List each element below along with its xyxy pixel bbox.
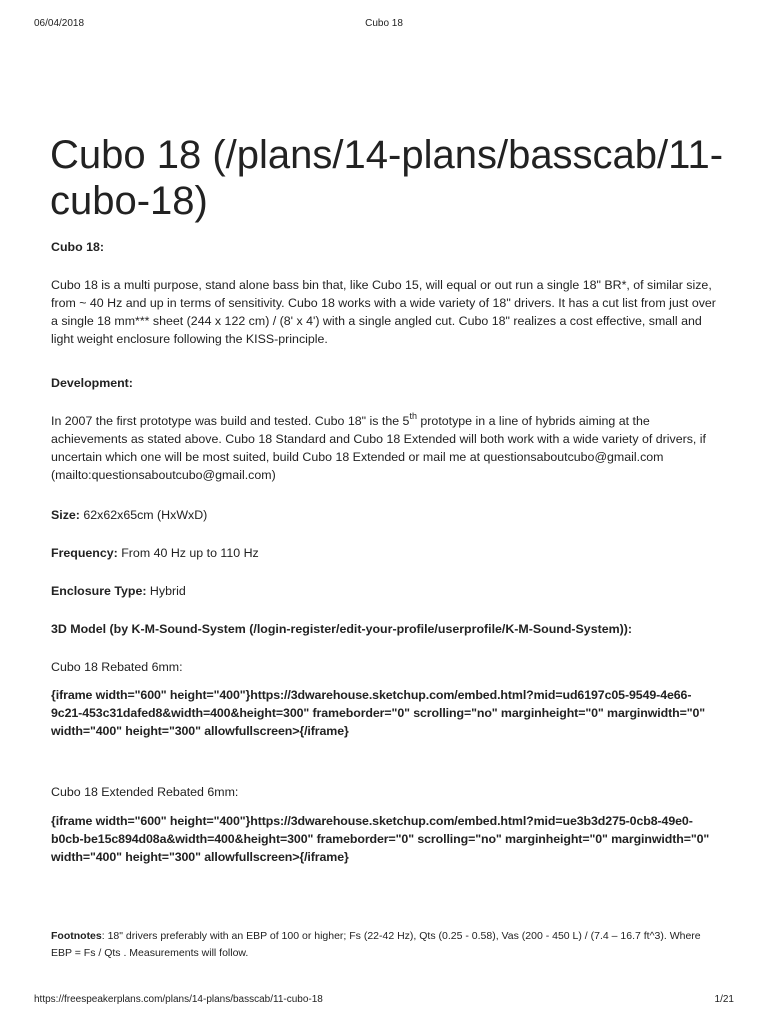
footnotes [51, 928, 721, 962]
page-number: 1/21 [714, 994, 734, 1005]
spec-value: From 40 Hz up to 110 Hz [117, 546, 259, 560]
spec-label: Enclosure Type: [51, 584, 147, 598]
development-text-end: prototype in a line of hybrids aiming at the achievements as stated above. Cubo 18 Standard and Cubo 18 Extended will both work with a wide variety of drivers, if uncertain which one will be most suited, build Cubo 18 Extended or mail me at questionsaboutcubo@gmail.com (mailto:questionsaboutcubo@gmail.com) [51, 414, 707, 482]
development-text-start: In 2007 the first prototype was build and tested. Cubo 18" is the 5 [51, 414, 410, 428]
ordinal-superscript: th [409, 410, 417, 421]
model-embed-code: {iframe width="600" height="400"}https://3dwarehouse.sketchup.com/embed.html?mid=ud6197c05-9549-4e66-9c21-453c31dafed8&width=400&height=300" frameborder="0" scrolling="no" marginheight="0" marginwidth="0" width="400" height="300" allowfullscreen>{/iframe} [51, 688, 706, 738]
print-footer-url: https://freespeakerplans.com/plans/14-plans/basscab/11-cubo-18 [34, 994, 323, 1005]
spec-size [51, 506, 721, 524]
spec-enclosure-type [51, 582, 721, 600]
development-heading: Development: [51, 376, 133, 390]
footnotes-text: : 18" drivers preferably with an EBP of 100 or higher; Fs (22-42 Hz), Qts (0.25 - 0.58), Vas (200 - 450 L) / (7.4 – 16.7 ft^3). Where EBP = Fs / Qts . Measurements will follow. [51, 930, 701, 959]
spec-label: Frequency: [51, 546, 118, 560]
footnotes-label: Footnotes [51, 930, 102, 942]
model-name: Cubo 18 Rebated 6mm: [51, 660, 183, 674]
model-embed-code: {iframe width="600" height="400"}https://3dwarehouse.sketchup.com/embed.html?mid=ue3b3d275-0cb8-49e0-b0cb-be15c894d08a&width=400&height=300" frameborder="0" scrolling="no" marginheight="0" marginwidth="0" width="400" height="300" allowfullscreen>{/iframe} [51, 814, 710, 864]
spec-label: Size: [51, 508, 80, 522]
spec-value: Hybrid [146, 584, 186, 598]
model-heading: 3D Model (by K-M-Sound-System (/login-register/edit-your-profile/userprofile/K-M-Sound-System)): [51, 622, 632, 636]
intro-heading: Cubo 18: [51, 240, 105, 254]
intro-paragraph: Cubo 18 is a multi purpose, stand alone bass bin that, like Cubo 15, will equal or out run a single 18" BR*, of similar size, from ~ 40 Hz and up in terms of sensitivity. Cubo 18 works with a wide variety of 18" drivers. It has a cut list from just over a single 18 mm*** sheet (244 x 122 cm) / (8' x 4') with a single angled cut. Cubo 18" realizes a cost effective, small and light weight enclosure following the KISS-principle. [51, 278, 716, 346]
spec-frequency [51, 544, 721, 562]
print-date: 06/04/2018 [34, 18, 85, 29]
development-paragraph [51, 412, 721, 484]
spec-value: 62x62x65cm (HxWxD) [79, 508, 208, 522]
print-header-title: Cubo 18 [365, 18, 403, 29]
page-title: Cubo 18 (/plans/14-plans/basscab/11-cubo-18) [50, 133, 724, 223]
model-name: Cubo 18 Extended Rebated 6mm: [51, 785, 239, 799]
